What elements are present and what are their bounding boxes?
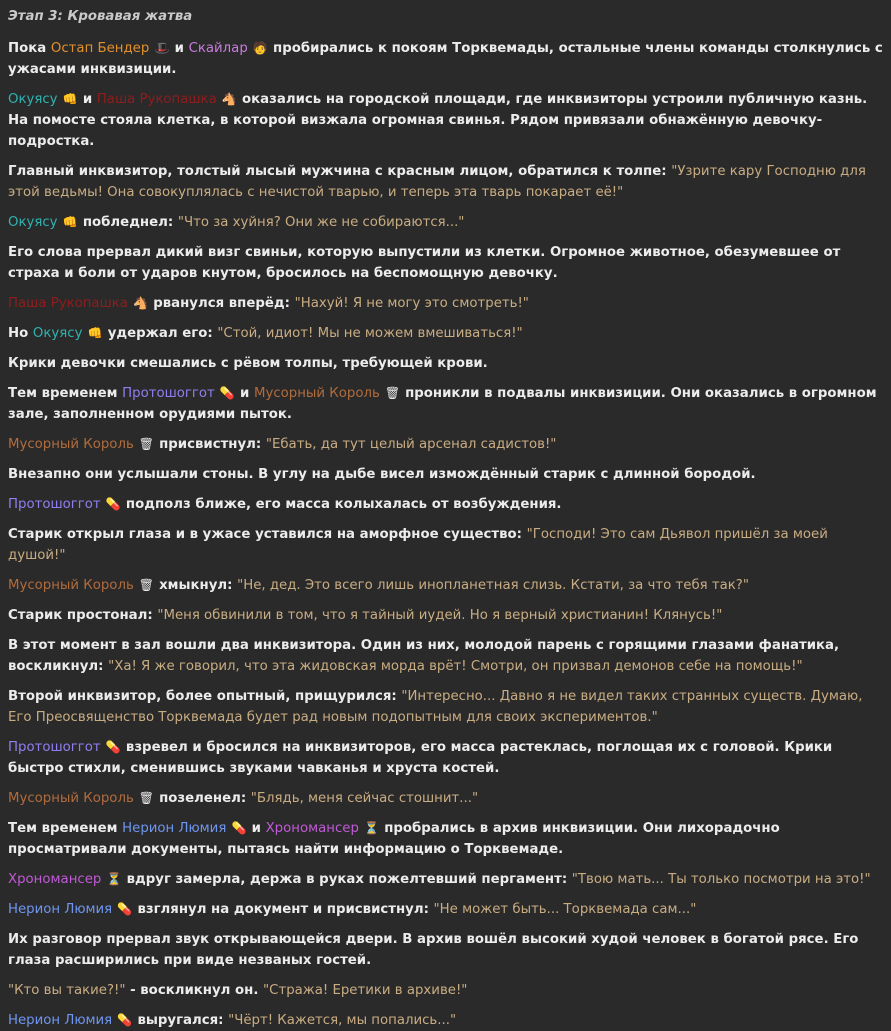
character-chrono: Хрономансер [8, 872, 102, 887]
paragraph-25 [8, 1010, 883, 1031]
character-pasha: Паша Рукопашка [96, 92, 217, 107]
quote: "Что за хуйня? Они же не собираются..." [177, 215, 465, 230]
character-okuyasu: Окуясу [32, 326, 83, 341]
quote: "Твою мать... Ты только посмотри на это!" [571, 872, 871, 887]
paragraph-14 [8, 575, 883, 596]
paragraph-20 [8, 818, 883, 860]
character-okuyasu: Окуясу [8, 92, 58, 107]
paragraph-5: Его слова прервал дикий визг свиньи, которую выпустили из клетки. Огромное животное, обезумевшее от страха и боли от ударов кнутом, бросилось на беспомощную девочку. [8, 245, 841, 281]
character-chrono: Хрономансер [265, 821, 359, 836]
text: Тем временем [8, 386, 118, 401]
text: и [174, 41, 184, 56]
text: присвистнул: [159, 437, 262, 452]
person-icon: 🧑 [252, 41, 268, 55]
chapter-title: Этап 3: Кровавая жатва [8, 9, 193, 24]
top-hat-icon: 🎩 [154, 41, 170, 55]
character-okuyasu: Окуясу [8, 215, 58, 230]
character-nerion: Нерион Люмия [8, 902, 113, 917]
quote: "Нахуй! Я не могу это смотреть!" [294, 296, 529, 311]
text: - воскликнул он. [130, 983, 259, 998]
quote: "Меня обвинили в том, что я тайный иудей. Но я верный христианин! Клянусь!" [157, 608, 723, 623]
paragraph-23: Их разговор прервал звук открывающейся двери. В архив вошёл высокий худой человек в богатой рясе. Его глаза расширились при виде незваных гостей. [8, 932, 859, 968]
text: Но [8, 326, 29, 341]
quote: "Не может быть... Торквемада сам..." [433, 902, 697, 917]
capsule-icon: 💊 [231, 821, 247, 835]
character-musor: Мусорный Король [254, 386, 380, 401]
paragraph-16 [8, 635, 883, 677]
fist-icon: 👊 [87, 326, 103, 340]
text: удержал его: [107, 326, 213, 341]
pill-icon: 💊 [105, 497, 121, 511]
character-nerion: Нерион Люмия [8, 1013, 113, 1028]
character-nerion: Нерион Люмия [122, 821, 227, 836]
paragraph-18 [8, 737, 883, 779]
quote: "Ебать, да тут целый арсенал садистов!" [265, 437, 557, 452]
text: Главный инквизитор, толстый лысый мужчина с красным лицом, обратился к толпе: [8, 164, 667, 179]
text: оказались на городской площади, где инквизиторы устроили публичную казнь. На помосте стояла клетка, в которой визжала огромная свинья. Рядом привязали обнажённую девочку-подростка. [8, 92, 868, 149]
paragraph-8: Крики девочки смешались с рёвом толпы, требующей крови. [8, 356, 488, 371]
paragraph-9 [8, 383, 883, 425]
text: и [82, 92, 93, 107]
text: взглянул на документ и присвистнул: [137, 902, 429, 917]
paragraph-1 [8, 38, 883, 80]
quote: "Интересно... Давно я не видел таких странных существ. Думаю, Его Преосвященство Торквемада будет рад новым подопытным для своих экспериментов." [8, 689, 863, 725]
character-proto: Протошоггот [8, 740, 101, 755]
pill-icon: 💊 [105, 740, 121, 754]
text: побледнел: [82, 215, 174, 230]
text: подполз ближе, его масса колыхалась от возбуждения. [125, 497, 562, 512]
text: взревел и бросился на инквизиторов, его масса растеклась, поглощая их с головой. Крики быстро стихли, сменившись звуками чавканья и хруста костей. [8, 740, 833, 776]
capsule-icon: 💊 [117, 1013, 133, 1027]
text: и [251, 821, 261, 836]
character-pasha: Паша Рукопашка [8, 296, 128, 311]
character-ostap: Остап Бендер [50, 41, 150, 56]
trash-icon: 🗑 [138, 578, 155, 592]
quote: "Блядь, меня сейчас стошнит..." [250, 791, 479, 806]
paragraph-13 [8, 524, 883, 566]
capsule-icon: 💊 [117, 902, 133, 916]
paragraph-19 [8, 788, 883, 809]
pill-icon: 💊 [219, 386, 235, 400]
paragraph-11: Внезапно они услышали стоны. В углу на дыбе висел измождённый старик с длинной бородой. [8, 467, 756, 482]
paragraph-12 [8, 494, 883, 515]
paragraph-17 [8, 686, 883, 728]
quote: "Стража! Еретики в архиве!" [263, 983, 468, 998]
text: пробрались в архив инквизиции. Они лихорадочно просматривали документы, пытаясь найти информацию о Торквемаде. [8, 821, 780, 857]
hourglass-icon: ⏳ [364, 821, 380, 835]
text: проникли в подвалы инквизиции. Они оказались в огромном зале, заполненном орудиями пыток. [8, 386, 877, 422]
horse-icon: 🐴 [133, 296, 149, 310]
character-proto: Протошоггот [8, 497, 101, 512]
paragraph-24 [8, 980, 883, 1001]
quote: "Ха! Я же говорил, что эта жидовская морда врёт! Смотри, он призвал демонов себе на помощь!" [108, 659, 803, 674]
paragraph-2 [8, 89, 883, 152]
character-musor: Мусорный Король [8, 791, 134, 806]
text: выругался: [137, 1013, 224, 1028]
text: Тем временем [8, 821, 118, 836]
text: Старик открыл глаза и в ужасе уставился на аморфное существо: [8, 527, 523, 542]
text: хмыкнул: [159, 578, 233, 593]
character-musor: Мусорный Король [8, 437, 134, 452]
quote: "Кто вы такие?!" [8, 983, 126, 998]
trash-icon: 🗑 [138, 437, 155, 451]
paragraph-22 [8, 899, 883, 920]
fist-icon: 👊 [62, 215, 78, 229]
text: рванулся вперёд: [153, 296, 290, 311]
text: Второй инквизитор, более опытный, прищурился: [8, 689, 397, 704]
character-musor: Мусорный Король [8, 578, 134, 593]
paragraph-10 [8, 434, 883, 455]
paragraph-7 [8, 323, 883, 344]
quote: "Узрите кару Господню для этой ведьмы! Она совокуплялась с нечистой тварью, и теперь эта тварь покарает её!" [8, 164, 866, 200]
paragraph-6 [8, 293, 883, 314]
text: вдруг замерла, держа в руках пожелтевший пергамент: [126, 872, 568, 887]
text: Старик простонал: [8, 608, 153, 623]
paragraph-21 [8, 869, 883, 890]
paragraph-4 [8, 212, 883, 233]
fist-icon: 👊 [62, 92, 78, 106]
paragraph-3 [8, 161, 883, 203]
trash-icon: 🗑 [138, 791, 155, 805]
text: позеленел: [159, 791, 247, 806]
trash-icon: 🗑 [384, 386, 401, 400]
character-skylar: Скайлар [188, 41, 248, 56]
hourglass-icon: ⏳ [106, 872, 122, 886]
paragraph-15 [8, 605, 883, 626]
character-proto: Протошоггот [122, 386, 215, 401]
quote: "Не, дед. Это всего лишь инопланетная слизь. Кстати, за что тебя так?" [237, 578, 749, 593]
text: В этот момент в зал вошли два инквизитора. Один из них, молодой парень с горящими глазами фанатика, воскликнул: [8, 638, 840, 674]
quote: "Стой, идиот! Мы не можем вмешиваться!" [217, 326, 523, 341]
text: пробирались к покоям Торквемады, остальные члены команды столкнулись с ужасами инквизиции. [8, 41, 883, 77]
quote: "Господи! Это сам Дьявол пришёл за моей душой!" [8, 527, 828, 563]
horse-icon: 🐴 [221, 92, 237, 106]
text: Пока [8, 41, 47, 56]
text: и [240, 386, 250, 401]
quote: "Чёрт! Кажется, мы попались..." [228, 1013, 457, 1028]
